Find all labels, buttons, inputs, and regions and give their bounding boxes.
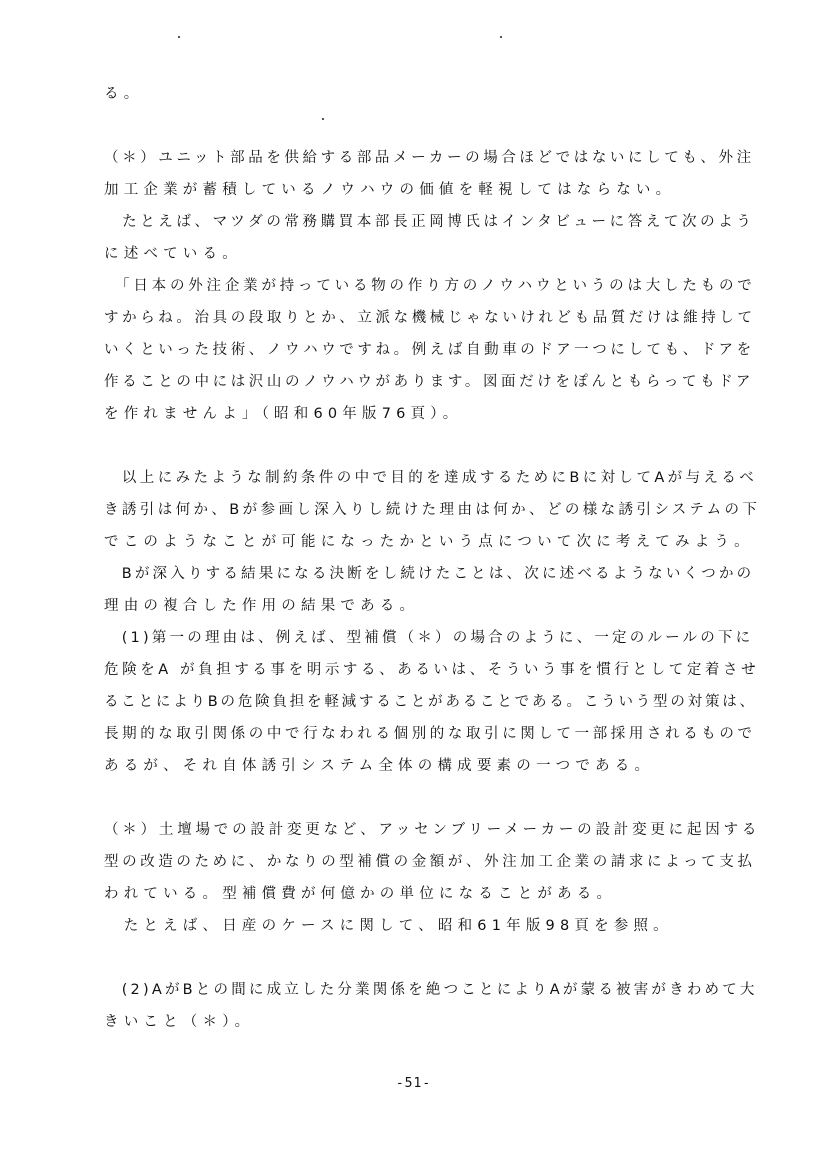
text-line: 長期的な取引関係の中で行なわれる個別的な取引に関して一部採用されるもので [104, 726, 756, 742]
text-line: 「日本の外注企業が持っている物の作り方のノウハウというのは大したもので [104, 278, 756, 294]
text-line: （＊）土壇場での設計変更など、アッセンブリーメーカーの設計変更に起因する [104, 822, 761, 838]
text-line: 理由の複合した作用の結果である。 [104, 598, 420, 614]
text-line: たとえば、日産のケースに関して、昭和61年版98頁を参照。 [104, 918, 673, 934]
text-line: 危険をA が負担する事を明示する、あるいは、そういう事を慣行として定着させ [104, 662, 760, 678]
text-line: 加工企業が蓄積しているノウハウの価値を軽視してはならない。 [104, 182, 676, 198]
text-line: (2)AがBとの間に成立した分業関係を絶つことによりAが蒙る被害がきわめて大 [104, 982, 758, 998]
text-line: き誘引は何か、Bが参画し深入りし続けた理由は何か、どの様な誘引システムの下 [104, 502, 761, 518]
text-line: きいこと（＊）。 [104, 1014, 255, 1030]
text-line: Bが深入りする結果になる決断をし続けたことは、次に述べるようないくつかの [104, 566, 755, 582]
text-line: 作ることの中には沢山のノウハウがあります。図面だけをぽんともらってもドア [104, 374, 755, 390]
text-line: たとえば、マツダの常務購買本部長正岡博氏はインタビューに答えて次のよう [104, 214, 755, 230]
text-line: を作れませんよ」（昭和60年版76頁）。 [104, 406, 463, 422]
text-line: に述べている。 [104, 246, 242, 262]
text-line: 以上にみたような制約条件の中で目的を達成するためにBに対してAが与えるべ [104, 470, 758, 486]
text-line: われている。型補償費が何億かの単位になることがある。 [104, 886, 617, 902]
scan-speck [178, 36, 180, 38]
text-line: 型の改造のために、かなりの型補償の金額が、外注加工企業の請求によって支払 [104, 854, 756, 870]
text-line: すからね。治具の段取りとか、立派な機械じゃないけれども品質だけは維持して [104, 310, 756, 326]
scan-speck [322, 118, 324, 120]
text-line: でこのようなことが可能になったかという点について次に考えてみよう。 [104, 534, 754, 550]
text-line: る。 [104, 86, 144, 102]
text-line: ることによりBの危険負担を軽減することがあることである。こういう型の対策は、 [104, 694, 757, 710]
text-line: あるが、それ自体誘引システム全体の構成要素の一つである。 [104, 758, 655, 774]
text-line: （＊）ユニット部品を供給する部品メーカーの場合ほどではないにしても、外注 [104, 150, 755, 166]
text-line: いくといった技術、ノウハウですね。例えば自動車のドア一つにしても、ドアを [104, 342, 755, 358]
text-line: (1)第一の理由は、例えば、型補償（＊）の場合のように、一定のルールの下に [104, 630, 754, 646]
scan-speck [500, 36, 502, 38]
page-number: -51- [395, 1076, 432, 1091]
